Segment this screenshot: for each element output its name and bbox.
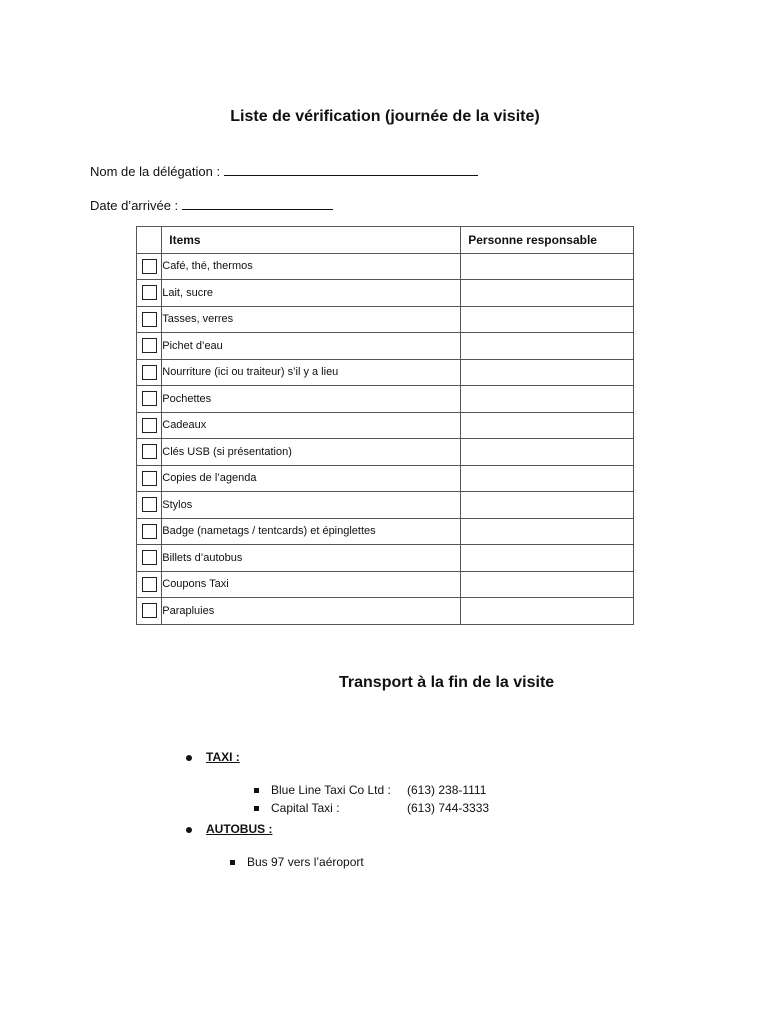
bullet-dot-icon (186, 827, 192, 833)
list-item (254, 801, 339, 815)
checkbox-cell (137, 518, 162, 545)
table-row (137, 492, 634, 519)
item-label: Café, thé, thermos (162, 253, 461, 280)
checkbox[interactable] (142, 497, 157, 512)
item-label: Billets d’autobus (162, 545, 461, 572)
table-row (137, 386, 634, 413)
header-empty-cell (137, 227, 162, 254)
header-items: Items (162, 227, 461, 254)
table-row (137, 518, 634, 545)
checkbox-cell (137, 280, 162, 307)
responsible-person-cell[interactable] (461, 359, 634, 386)
list-item (254, 783, 391, 797)
responsible-person-cell[interactable] (461, 386, 634, 413)
bus-item: Bus 97 vers l’aéroport (247, 855, 364, 869)
checkbox[interactable] (142, 550, 157, 565)
checkbox[interactable] (142, 285, 157, 300)
square-bullet-icon (254, 806, 259, 811)
checkbox-cell (137, 412, 162, 439)
item-label: Coupons Taxi (162, 571, 461, 598)
responsible-person-cell[interactable] (461, 545, 634, 572)
checkbox-cell (137, 598, 162, 625)
item-label: Lait, sucre (162, 280, 461, 307)
arrival-date-label: Date d’arrivée : (90, 198, 179, 213)
checkbox-cell (137, 571, 162, 598)
bus-label: AUTOBUS : (206, 822, 273, 836)
checkbox[interactable] (142, 338, 157, 353)
item-label: Copies de l’agenda (162, 465, 461, 492)
table-row (137, 280, 634, 307)
checkbox[interactable] (142, 312, 157, 327)
item-label: Nourriture (ici ou traiteur) s’il y a lieu (162, 359, 461, 386)
checkbox[interactable] (142, 524, 157, 539)
checkbox-cell (137, 492, 162, 519)
responsible-person-cell[interactable] (461, 598, 634, 625)
checkbox-cell (137, 465, 162, 492)
square-bullet-icon (254, 788, 259, 793)
checkbox-cell (137, 545, 162, 572)
taxi-phone: (613) 744-3333 (407, 801, 490, 815)
item-label: Parapluies (162, 598, 461, 625)
responsible-person-cell[interactable] (461, 439, 634, 466)
checkbox-cell (137, 359, 162, 386)
checkbox[interactable] (142, 418, 157, 433)
item-label: Pochettes (162, 386, 461, 413)
responsible-person-cell[interactable] (461, 306, 634, 333)
table-row (137, 545, 634, 572)
responsible-person-cell[interactable] (461, 333, 634, 360)
checkbox[interactable] (142, 391, 157, 406)
responsible-person-cell[interactable] (461, 412, 634, 439)
delegation-label: Nom de la délégation : (90, 164, 221, 179)
responsible-person-cell[interactable] (461, 492, 634, 519)
page-title: Liste de vérification (journée de la visite) (230, 108, 540, 125)
item-label: Stylos (162, 492, 461, 519)
taxi-bullet (186, 750, 240, 764)
checkbox-cell (137, 253, 162, 280)
table-row (137, 306, 634, 333)
item-label: Badge (nametags / tentcards) et épinglettes (162, 518, 461, 545)
checkbox-cell (137, 333, 162, 360)
delegation-field (90, 162, 478, 179)
responsible-person-cell[interactable] (461, 465, 634, 492)
checklist-table (136, 226, 634, 625)
table-row (137, 359, 634, 386)
table-row (137, 571, 634, 598)
checkbox[interactable] (142, 365, 157, 380)
checkbox[interactable] (142, 603, 157, 618)
item-label: Cadeaux (162, 412, 461, 439)
responsible-person-cell[interactable] (461, 518, 634, 545)
square-bullet-icon (230, 860, 235, 865)
table-row (137, 333, 634, 360)
transport-title: Transport à la fin de la visite (339, 674, 555, 691)
bullet-dot-icon (186, 755, 192, 761)
table-row (137, 412, 634, 439)
list-item (230, 855, 364, 869)
bus-bullet (186, 822, 272, 836)
checkbox[interactable] (142, 471, 157, 486)
item-label: Clés USB (si présentation) (162, 439, 461, 466)
checkbox-cell (137, 386, 162, 413)
table-header-row (137, 227, 634, 254)
responsible-person-cell[interactable] (461, 571, 634, 598)
responsible-person-cell[interactable] (461, 280, 634, 307)
arrival-date-blank-line[interactable] (182, 196, 333, 210)
table-row (137, 465, 634, 492)
item-label: Pichet d’eau (162, 333, 461, 360)
taxi-name: Capital Taxi : (271, 801, 340, 815)
arrival-date-field (90, 196, 333, 213)
header-responsible: Personne responsable (461, 227, 634, 254)
taxi-name: Blue Line Taxi Co Ltd : (271, 783, 391, 797)
checkbox[interactable] (142, 444, 157, 459)
item-label: Tasses, verres (162, 306, 461, 333)
checkbox-cell (137, 306, 162, 333)
taxi-label: TAXI : (206, 750, 240, 764)
delegation-blank-line[interactable] (224, 162, 478, 176)
checkbox[interactable] (142, 577, 157, 592)
table-row (137, 598, 634, 625)
checkbox[interactable] (142, 259, 157, 274)
checkbox-cell (137, 439, 162, 466)
responsible-person-cell[interactable] (461, 253, 634, 280)
table-row (137, 253, 634, 280)
table-row (137, 439, 634, 466)
taxi-phone: (613) 238-1111 (407, 783, 487, 797)
